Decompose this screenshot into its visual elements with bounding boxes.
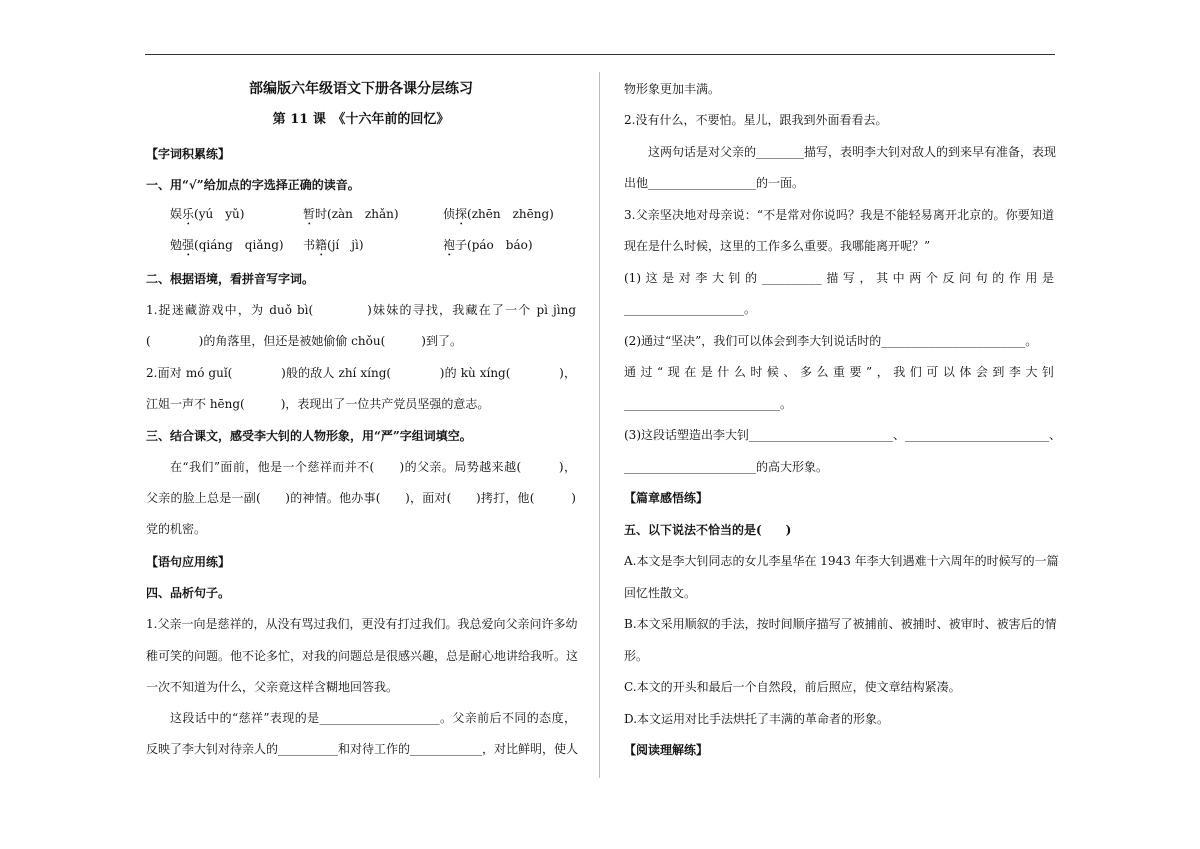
text-line: __________________________。 xyxy=(624,397,793,411)
text-line: 2.没有什么，不要怕。星儿，跟我到外面看看去。 xyxy=(624,113,888,127)
option-d: D.本文运用对比手法烘托了丰满的革命者的形象。 xyxy=(624,712,890,726)
worksheet-title: 部编版六年级语文下册各课分层练习 xyxy=(249,81,473,97)
question-3-heading: 三、结合课文，感受李大钊的人物形象，用“严”字组词填空。 xyxy=(146,429,472,443)
text-line: 现在是什么时候，这里的工作多么重要。我哪能离开呢？” xyxy=(624,239,931,253)
question-4-line: 稚可笑的问题。他不论多忙，对我的问题总是很感兴趣，总是耐心地讲给我听。这 xyxy=(146,649,579,663)
section-tag-reflection: 【篇章感悟练】 xyxy=(624,491,709,505)
column-divider xyxy=(599,72,600,778)
text-line: (3)这段话塑造出李大钊________________________、________________________、 xyxy=(624,428,1061,442)
question-3-line: 在“我们”面前，他是一个慈祥而并不( )的父亲。局势越来越( )， xyxy=(170,460,576,474)
question-4-line: 一次不知道为什么，父亲竟这样含糊地回答我。 xyxy=(146,680,399,694)
top-rule xyxy=(145,54,1055,55)
pinyin-choice-6: 袍子(páo báo) xyxy=(443,238,533,252)
question-3-line: 党的机密。 xyxy=(146,522,207,536)
text-line: 3.父亲坚决地对母亲说：“不是常对你说吗？我是不能轻易离开北京的。你要知道 xyxy=(624,208,1054,222)
question-5-heading: 五、以下说法不恰当的是( ) xyxy=(624,523,792,537)
pinyin-choice-1: 娱乐(yú yǔ) xyxy=(170,207,245,221)
pinyin-choice-3: 侦探(zhēn zhēng) xyxy=(443,207,554,221)
question-4-heading: 四、品析句子。 xyxy=(146,586,231,600)
question-3-line: 父亲的脸上总是一副( )的神情。他办事( )，面对( )拷打，他( ) xyxy=(146,491,576,505)
option-b: B.本文采用顺叙的手法，按时间顺序描写了被捕前、被捕时、被审时、被害后的情 xyxy=(624,617,1057,631)
text-line: (2)通过“坚决”，我们可以体会到李大钊说话时的________________________。 xyxy=(624,334,1038,348)
question-2-line: 1.捉迷藏游戏中，为 duǒ bì( )妹妹的寻找，我藏在了一个 pì jìng xyxy=(146,303,576,317)
question-2-heading: 二、根据语境，看拼音写字词。 xyxy=(146,272,315,286)
text-line: 物形象更加丰满。 xyxy=(624,82,721,96)
option-b-cont: 形。 xyxy=(624,649,649,663)
option-a-cont: 回忆性散文。 xyxy=(624,586,697,600)
section-tag-vocabulary: 【字词积累练】 xyxy=(146,147,231,161)
pinyin-choice-5: 书籍(jí jì) xyxy=(303,238,364,252)
question-4-line: 1.父亲一向是慈祥的，从没有骂过我们，更没有打过我们。我总爱向父亲问许多幼 xyxy=(146,617,578,631)
text-line: (1)这是对李大钊的__________描写，其中两个反问句的作用是 xyxy=(624,271,1054,285)
question-2-line: 2.面对 mó guǐ( )般的敌人 zhí xíng( )的 kù xíng( )， xyxy=(146,366,576,380)
text-line: ____________________。 xyxy=(624,302,757,316)
question-4-line: 这段话中的“慈祥”表现的是____________________。父亲前后不同的态度， xyxy=(170,711,576,725)
text-line: 这两句话是对父亲的________描写，表明李大钊对敌人的到来早有准备，表现 xyxy=(648,145,1057,159)
section-tag-sentences: 【语句应用练】 xyxy=(146,555,231,569)
question-2-line: 江姐一声不 hēng( )，表现出了一位共产党员坚强的意志。 xyxy=(146,397,490,411)
text-line: 通过“现在是什么时候、多么重要”，我们可以体会到李大钊 xyxy=(624,365,1054,379)
pinyin-choice-4: 勉强(qiáng qiǎng) xyxy=(170,238,284,252)
section-tag-reading: 【阅读理解练】 xyxy=(624,743,709,757)
lesson-title: 第 11 课 《十六年前的回忆》 xyxy=(272,112,450,127)
pinyin-choice-2: 暂时(zàn zhǎn) xyxy=(303,207,399,221)
option-c: C.本文的开头和最后一个自然段，前后照应，使文章结构紧凑。 xyxy=(624,680,961,694)
question-1-heading: 一、用“√”给加点的字选择正确的读音。 xyxy=(146,178,360,192)
question-4-line: 反映了李大钊对待亲人的__________和对待工作的____________，对比鲜明，使人 xyxy=(146,742,579,756)
text-line: 出他__________________的一面。 xyxy=(624,176,805,190)
text-line: ______________________的高大形象。 xyxy=(624,460,829,474)
option-a: A.本文是李大钊同志的女儿李星华在 1943 年李大钊遇难十六周年的时候写的一篇 xyxy=(624,554,1059,568)
question-2-line: ( )的角落里，但还是被她偷偷 chǒu( )到了。 xyxy=(146,334,462,348)
